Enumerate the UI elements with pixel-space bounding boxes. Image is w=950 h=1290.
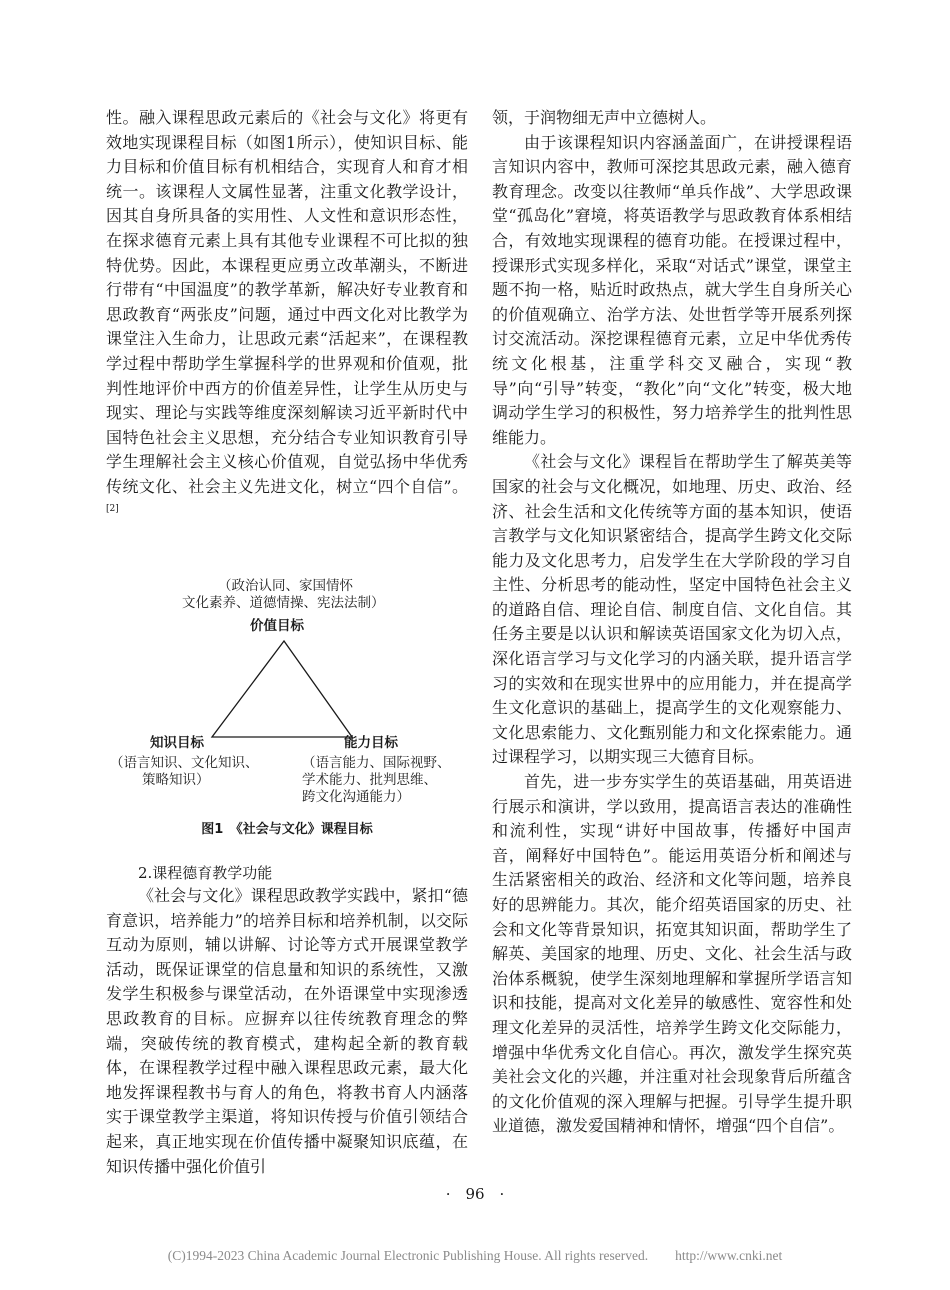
left-column-bottom xyxy=(106,884,468,1179)
knowledge-goal-sub-1: （语言知识、文化知识、 xyxy=(110,755,259,771)
ability-goal-sub-1: （语言能力、国际视野、 xyxy=(302,755,451,771)
value-goal-sub-2: 文化素养、道德情操、宪法法制） xyxy=(182,595,385,611)
left-column-top xyxy=(106,106,468,524)
knowledge-goal-sub-2: 策略知识） xyxy=(142,772,210,788)
triangle-shape xyxy=(212,641,352,737)
citation-ref: [2] xyxy=(106,503,119,514)
copyright-footer: (C)1994-2023 China Academic Journal Electronic Publishing House. All rights reserved. http://www.cnki.net xyxy=(167,1248,783,1263)
section-paragraph: 《社会与文化》课程思政教学实践中，紧扣“德育意识，培养能力”的培养目标和培养机制，以交际互动为原则，辅以讲解、讨论等方式开展课堂教学活动，既保证课堂的信息量和知识的系统性，又激发学生积极参与课堂活动，在外语课堂中实现渗透思政教育的目标。应摒弃以往传统教育理念的弊端，突破传统的教育模式，建构起全新的教育载体，在课程教学过程中融入课程思政元素，最大化地发挥课程教书与育人的角色，将教书育人内涵落实于课堂教学主渠道，将知识传授与价值引领结合起来，真正地实现在价值传播中凝聚知识底蕴，在知识传播中强化价值引 xyxy=(106,886,468,1176)
ability-goal-sub-2: 学术能力、批判思维、 xyxy=(302,772,437,788)
objective-triangle xyxy=(106,570,468,840)
right-paragraph-2: 由于该课程知识内容涵盖面广，在讲授课程语言知识内容中，教师可深挖其思政元素，融入德育教育理念。改变以往教师“单兵作战”、大学思政课堂“孤岛化”窘境，将英语教学与思政教育体系相结合，有效地实现课程的德育功能。在授课过程中，授课形式实现多样化，采取“对话式”课堂，课堂主题不拘一格，贴近时政热点，就大学生自身所关心的价值观确立、治学方法、处世哲学等开展系列探讨交流活动。深挖课程德育元素，立足中华优秀传统文化根基，注重学科交叉融合，实现“教导”向“引导”转变，“教化”向“文化”转变，极大地调动学生学习的积极性，努力培养学生的批判性思维能力。 xyxy=(492,132,852,447)
page-number: · 96 · xyxy=(445,1185,505,1203)
right-paragraph-3: 《社会与文化》课程旨在帮助学生了解英美等国家的社会与文化概况，如地理、历史、政治、经济、社会生活和文化传统等方面的基本知识，使语言教学与文化知识紧密结合，提高学生跨文化交际能力及文化思考力，启发学生在大学阶段的学习自主性、分析思考的能动性，坚定中国特色社会主义的道路自信、理论自信、制度自信、文化自信。其任务主要是以认识和解读英语国家文化为切入点，深化语言学习与文化学习的内涵关联，提升语言学习的实效和在现实世界中的应用能力，并在提高学生文化意识的基础上，提高学生的文化观察能力、文化思索能力、文化甄别能力和文化探索能力。通过课程学习，以期实现三大德育目标。 xyxy=(492,452,852,767)
right-paragraph-1: 领，于润物细无声中立德树人。 xyxy=(492,108,717,127)
right-column xyxy=(492,106,852,1139)
figure-course-objectives xyxy=(106,570,468,840)
ability-goal-label: 能力目标 xyxy=(344,735,398,751)
value-goal-sub-1: （政治认同、家国情怀 xyxy=(218,578,353,594)
section-heading: 2.课程德育教学功能 xyxy=(138,864,273,882)
figure-caption: 图1 《社会与文化》课程目标 xyxy=(201,822,373,837)
value-goal-label: 价值目标 xyxy=(250,618,304,634)
knowledge-goal-label: 知识目标 xyxy=(150,735,204,751)
right-paragraph-4: 首先，进一步夯实学生的英语基础，用英语进行展示和演讲，学以致用，提高语言表达的准确性和流利性，实现“讲好中国故事，传播好中国声音，阐释好中国特色”。能运用英语分析和阐述与生活紧密相关的政治、经济和文化等问题，培养良好的思辨能力。其次，能介绍英语国家的历史、社会和文化等背景知识，拓宽其知识面，帮助学生了解英、美国家的地理、历史、文化、社会生活与政治体系概貌，使学生深刻地理解和掌握所学语言知识和技能，提高对文化差异的敏感性、宽容性和处理文化差异的灵活性，培养学生跨文化交际能力，增强中华优秀文化自信心。再次，激发学生探究英美社会文化的兴趣，并注重对社会现象背后所蕴含的文化价值观的深入理解与把握。引导学生提升职业道德，激发爱国精神和情怀，增强“四个自信”。 xyxy=(492,772,852,1136)
ability-goal-sub-3: 跨文化沟通能力） xyxy=(302,789,410,805)
intro-paragraph: 性。融入课程思政元素后的《社会与文化》将更有效地实现课程目标（如图1所示），使知识目标、能力目标和价值目标有机相结合，实现育人和育才相统一。该课程人文属性显著，注重文化教学设计，因其自身所具备的实用性、人文性和意识形态性，在探求德育元素上具有其他专业课程不可比拟的独特优势。因此，本课程更应勇立改革潮头，不断进行带有“中国温度”的教学革新，解决好专业教育和思政教育“两张皮”问题，通过中西文化对比教学为课堂注入生命力，让思政元素“活起来”，在课程教学过程中帮助学生掌握科学的世界观和价值观，批判性地评价中西方的价值差异性，让学生从历史与现实、理论与实践等维度深刻解读习近平新时代中国特色社会主义思想，充分结合专业知识教育引导学生理解社会主义核心价值观，自觉弘扬中华优秀传统文化、社会主义先进文化，树立“四个自信”。 xyxy=(106,108,468,496)
